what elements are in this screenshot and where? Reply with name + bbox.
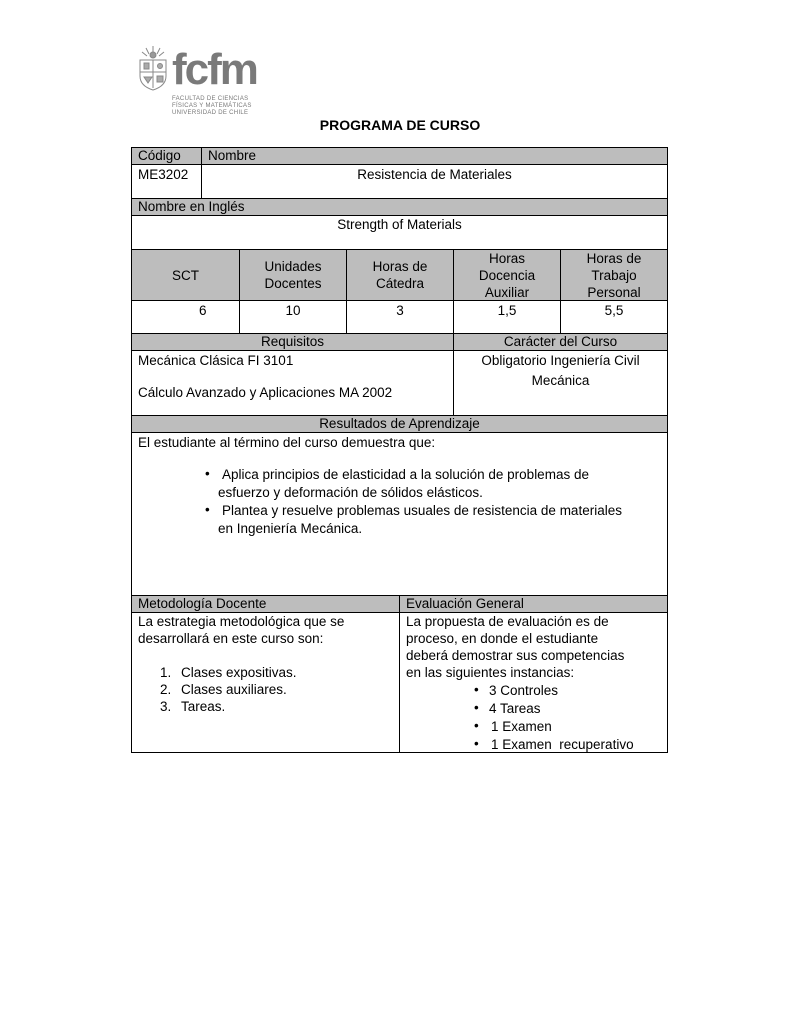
hours-header-personal: Horas de Trabajo Personal (586, 251, 642, 300)
evaluation-line-2: proceso, en donde el estudiante (406, 631, 599, 646)
methodology-number: 1. (160, 665, 172, 680)
evaluation-line-4: en las siguientes instancias: (406, 665, 575, 680)
university-seal-icon (136, 44, 170, 92)
outcome-2-line-1: Plantea y resuelve problemas usuales de resistencia de materiales (222, 503, 622, 518)
hours-header-catedra: Horas de Cátedra (372, 259, 428, 291)
logo-line-1: FACULTAD DE CIENCIAS (172, 96, 249, 102)
methodology-item: Clases expositivas. (181, 665, 297, 680)
evaluation-line-3: deberá demostrar sus competencias (406, 648, 625, 663)
evaluation-item: 3 Controles (489, 683, 559, 698)
evaluation-line-1: La propuesta de evaluación es de (406, 614, 609, 629)
character-label: Carácter del Curso (503, 334, 618, 349)
character-line-1: Obligatorio Ingeniería Civil (481, 353, 640, 368)
hours-value-unidades: 10 (285, 303, 301, 318)
evaluation-label: Evaluación General (406, 596, 524, 611)
bullet-icon: • (474, 700, 479, 715)
methodology-label: Metodología Docente (138, 596, 267, 611)
fcfm-wordmark: fcfm (172, 45, 257, 94)
bullet-icon: • (474, 736, 479, 751)
evaluation-item: 4 Tareas (489, 701, 541, 716)
hours-value-catedra: 3 (396, 303, 404, 318)
hours-value-personal: 5,5 (604, 303, 624, 318)
code-label: Código (138, 148, 181, 163)
bullet-icon: • (474, 682, 479, 697)
hours-header-unidades: Unidades Docentes (264, 259, 322, 291)
evaluation-item: 1 Examen recuperativo (491, 737, 634, 752)
bullet-icon: • (205, 502, 210, 517)
bullet-icon: • (474, 718, 479, 733)
outcome-1-line-1: Aplica principios de elasticidad a la solución de problemas de (222, 467, 589, 482)
methodology-number: 3. (160, 699, 172, 714)
name-label: Nombre (208, 148, 257, 163)
course-name: Resistencia de Materiales (357, 167, 512, 182)
course-code: ME3202 (138, 167, 189, 182)
english-name-label: Nombre en Inglés (138, 199, 245, 214)
requisites-label: Requisitos (260, 334, 325, 349)
hours-header-sct: SCT (172, 268, 199, 283)
character-line-2: Mecánica (531, 373, 590, 388)
logo-line-2: FÍSICAS Y MATEMÁTICAS (172, 103, 252, 109)
logo-line-3: UNIVERSIDAD DE CHILE (172, 110, 249, 116)
hours-value-auxiliar: 1,5 (497, 303, 517, 318)
requisite-2: Cálculo Avanzado y Aplicaciones MA 2002 (138, 385, 393, 400)
methodology-intro-line-2: desarrollará en este curso son: (138, 631, 324, 646)
requisite-1: Mecánica Clásica FI 3101 (138, 353, 294, 368)
methodology-intro-line-1: La estrategia metodológica que se (138, 614, 345, 629)
outcomes-intro: El estudiante al término del curso demuestra que: (138, 435, 436, 450)
fcfm-logo (136, 44, 256, 118)
outcomes-label: Resultados de Aprendizaje (319, 416, 480, 431)
english-name: Strength of Materials (337, 217, 462, 232)
methodology-item: Clases auxiliares. (181, 682, 287, 697)
page-title: PROGRAMA DE CURSO (319, 117, 481, 133)
hours-header-auxiliar: Horas Docencia Auxiliar (478, 251, 536, 300)
outcome-1-line-2: esfuerzo y deformación de sólidos elásticos. (218, 485, 483, 500)
methodology-number: 2. (160, 682, 172, 697)
evaluation-item: 1 Examen (491, 719, 552, 734)
outcome-2-line-2: en Ingeniería Mecánica. (218, 521, 363, 536)
bullet-icon: • (205, 466, 210, 481)
methodology-item: Tareas. (181, 699, 226, 714)
hours-value-sct: 6 (199, 303, 207, 318)
